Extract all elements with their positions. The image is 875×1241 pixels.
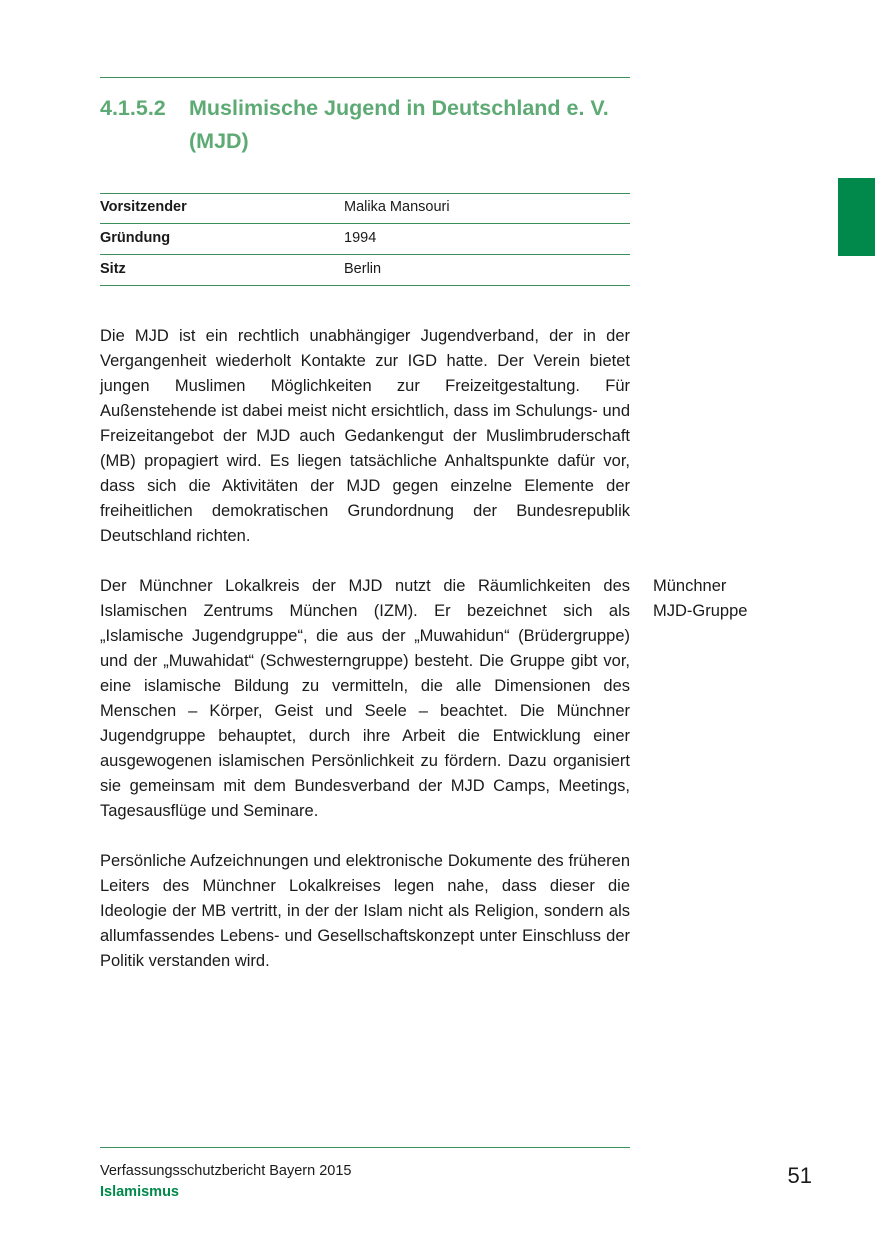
page-number: 51	[787, 1163, 812, 1188]
footer-divider	[100, 1147, 630, 1148]
section-title: Muslimische Jugend in Deutschland e. V. (MJD)	[189, 96, 609, 153]
info-value: Malika Mansouri	[344, 199, 450, 215]
footer-publication: Verfassungsschutzbericht Bayern 2015	[100, 1163, 352, 1179]
section-number: 4.1.5.2	[100, 96, 166, 120]
info-table	[100, 193, 630, 286]
info-label: Vorsitzender	[100, 199, 187, 215]
margin-note-line: Münchner	[653, 577, 727, 595]
margin-note	[653, 574, 833, 624]
footer-chapter: Islamismus	[100, 1184, 179, 1200]
paragraph-2: Der Münchner Lokalkreis der MJD nutzt die Räumlichkeiten des Islamischen Zentrums München (IZM). Er bezeichnet sich als „Islamische Jugendgruppe“, die aus der „Muwahidun“ (Brüdergruppe) und der „Muwahidat“ (Schwesterngruppe) besteht. Die Gruppe gibt vor, eine islamische Bildung zu vermitteln, die alle Dimensionen des Menschen – Körper, Geist und Seele – beachtet. Die Münchner Jugendgruppe behauptet, durch ihre Arbeit die Entwicklung einer ausgewogenen islamischen Persönlichkeit zu fördern. Dazu organisiert sie gemeinsam mit dem Bundesverband der MJD Camps, Meetings, Tagesausflüge und Seminare.	[100, 577, 630, 820]
top-divider	[100, 77, 630, 78]
info-label: Gründung	[100, 230, 171, 246]
info-row	[100, 224, 630, 255]
info-row	[100, 255, 630, 286]
info-value: Berlin	[344, 261, 382, 277]
info-value: 1994	[344, 230, 377, 246]
chapter-tab-marker	[838, 178, 875, 256]
paragraph-1: Die MJD ist ein rechtlich unabhängiger Jugendverband, der in der Vergangenheit wiederholt Kontakte zur IGD hatte. Der Verein bietet jungen Muslimen Möglichkeiten zur Freizeitgestaltung. Für Außenstehende ist dabei meist nicht ersichtlich, dass im Schulungs- und Freizeitangebot der MJD auch Gedankengut der Muslimbruderschaft (MB) propagiert wird. Es liegen tatsächliche Anhaltspunkte dafür vor, dass sich die Aktivitäten der MJD gegen einzelne Elemente der freiheitlichen demokratischen Grundordnung der Bundesrepublik Deutschland richten.	[100, 327, 630, 545]
margin-note-line: MJD-Gruppe	[653, 602, 748, 620]
info-label: Sitz	[100, 261, 126, 277]
info-row	[100, 193, 630, 224]
paragraph-3: Persönliche Aufzeichnungen und elektronische Dokumente des früheren Leiters des Münchner Lokalkreises legen nahe, dass dieser die Ideologie der MB vertritt, in der der Islam nicht als Religion, sondern als allumfassendes Lebens- und Gesellschaftskonzept unter Einschluss der Politik verstanden wird.	[100, 852, 630, 970]
